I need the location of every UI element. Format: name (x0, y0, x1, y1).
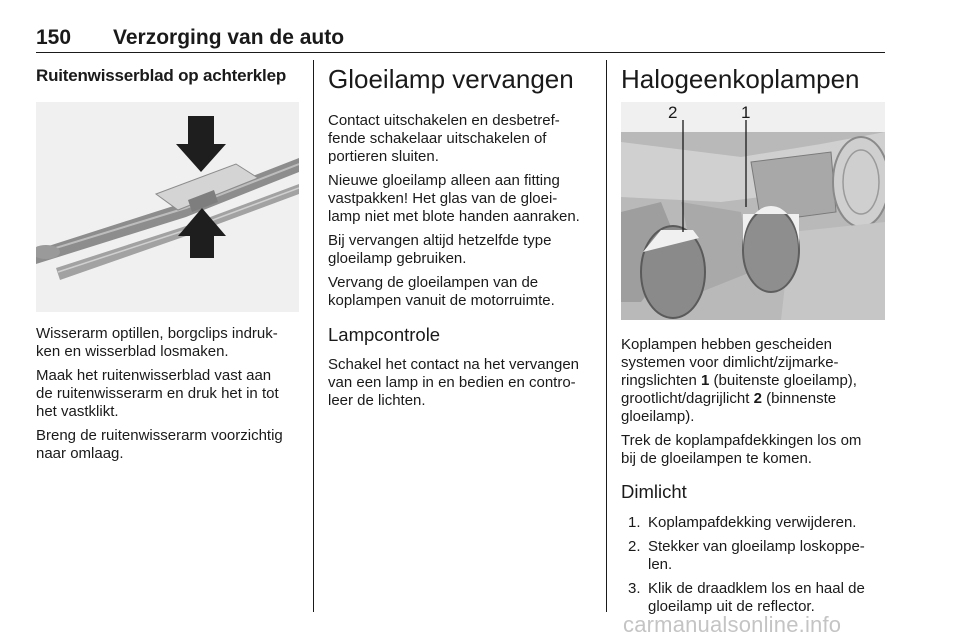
step-number: 2. (628, 538, 641, 555)
step-number: 3. (628, 580, 641, 597)
lamp-check-paragraph: Schakel het contact na het vervangen van een lamp in en bedien en contro- leer de lichten. (328, 356, 580, 409)
bulb-ref-2: 2 (753, 390, 762, 407)
headlamp-illustration (621, 102, 885, 320)
step-text: Stekker van gloeilamp loskoppe- len. (648, 538, 865, 573)
headlamp-figure (621, 102, 885, 320)
page-header (36, 26, 885, 52)
column-divider-2 (606, 60, 607, 612)
figure-label-1: 1 (741, 103, 751, 122)
column-divider-1 (313, 60, 314, 612)
step-text: Klik de draadklem los en haal de gloeilamp uit de reflector. (648, 580, 865, 615)
lamp-check-heading: Lampcontrole (328, 324, 441, 345)
step-item (621, 580, 885, 616)
halogen-paragraph-1-text-c: (binnenste gloeilamp). (621, 390, 837, 425)
wiper-blade-figure (36, 102, 299, 312)
header-rule (36, 52, 885, 53)
dipped-beam-heading: Dimlicht (621, 481, 687, 502)
wiper-paragraph-3: Breng de ruitenwisserarm voorzichtig naar omlaag. (36, 427, 283, 462)
wiper-blade-illustration (36, 102, 299, 312)
step-text: Koplampafdekking verwijderen. (648, 514, 857, 531)
section-heading-halogen: Halogeenkoplampen (621, 64, 860, 94)
dipped-beam-steps (621, 514, 885, 616)
step-item (621, 538, 885, 574)
bulb-paragraph-1: Contact uitschakelen en desbetref- fende schakelaar uitschakelen of portieren sluiten. (328, 112, 560, 165)
halogen-paragraph-1-text-b: (buitenste gloeilamp), grootlicht/dagrijlicht (621, 372, 857, 407)
wiper-paragraph-2: Maak het ruitenwisserblad vast aan de ruitenwisserarm en druk het in tot het vastklikt. (36, 367, 279, 420)
bulb-ref-1: 1 (701, 372, 710, 389)
section-heading-bulb: Gloeilamp vervangen (328, 64, 574, 94)
figure-label-2: 2 (668, 103, 678, 122)
page-number: 150 (36, 26, 72, 49)
halogen-paragraph-1 (621, 336, 885, 426)
column-halogen-headlamps (621, 60, 885, 622)
watermark: carmanualsonline.info (623, 612, 842, 637)
section-heading-wiper: Ruitenwisserblad op achterklep (36, 66, 287, 85)
column-bulb-replacement (328, 60, 593, 410)
bulb-paragraph-3: Bij vervangen altijd hetzelfde type gloeilamp gebruiken. (328, 232, 552, 267)
wiper-paragraph-1: Wisserarm optillen, borgclips indruk- ken en wisserblad losmaken. (36, 325, 278, 360)
halogen-paragraph-1-text-a: Koplampen hebben gescheiden systemen voor dimlicht/zijmarke- ringslichten (621, 336, 839, 389)
column-wiper-blade (36, 60, 299, 463)
bulb-paragraph-4: Vervang de gloeilampen van de koplampen vanuit de motorruimte. (328, 274, 555, 309)
step-number: 1. (628, 514, 641, 531)
step-item (621, 514, 885, 532)
bulb-paragraph-2: Nieuwe gloeilamp alleen aan fitting vastpakken! Het glas van de gloei- lamp niet met blote handen aanraken. (328, 172, 580, 225)
running-title: Verzorging van de auto (113, 26, 345, 49)
halogen-paragraph-2: Trek de koplampafdekkingen los om bij de gloeilampen te komen. (621, 432, 862, 467)
